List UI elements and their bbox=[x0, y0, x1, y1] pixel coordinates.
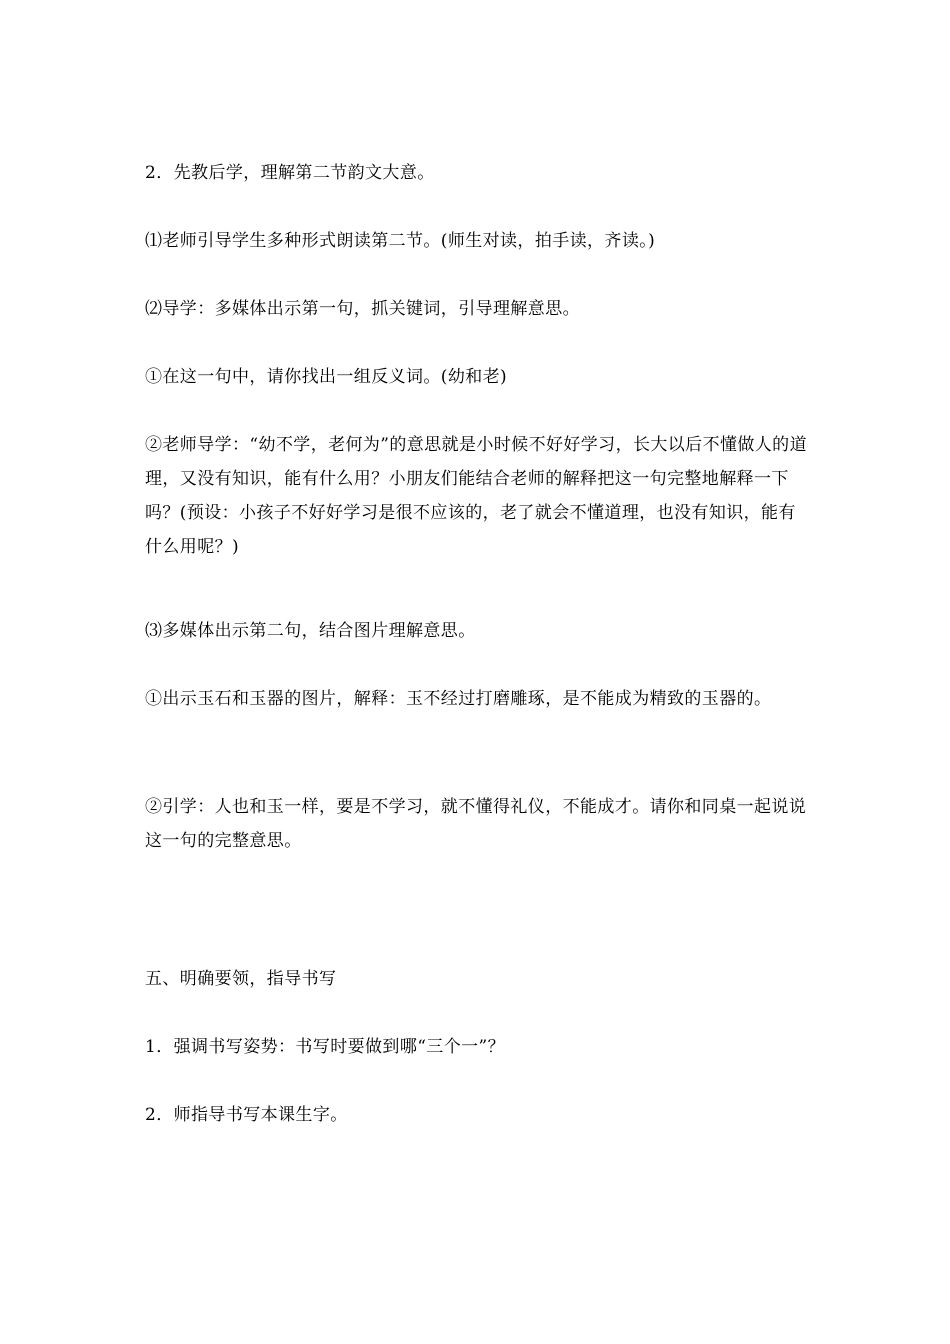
paragraph-writing-guide: 2．师指导书写本课生字。 bbox=[145, 1105, 348, 1125]
section-5-heading: 五、明确要领，指导书写 bbox=[145, 969, 337, 989]
paragraph-step-3-item-1: ①出示玉石和玉器的图片，解释：玉不经过打磨雕琢，是不能成为精致的玉器的。 bbox=[145, 689, 772, 709]
paragraph-step-2-item-2: ②老师导学：“幼不学，老何为”的意思就是小时候不好好学习，长大以后不懂做人的道理，又没有知识，能有什么用？小朋友们能结合老师的解释把这一句完整地解释一下吗？(预设：小孩子不好好学习是很不应该的，老了就会不懂道理，也没有知识，能有什么用呢？) bbox=[145, 435, 807, 557]
paragraph-section-2-heading: 2．先教后学，理解第二节韵文大意。 bbox=[145, 163, 435, 183]
paragraph-step-3: ⑶多媒体出示第二句，结合图片理解意思。 bbox=[145, 621, 476, 641]
paragraph-step-2: ⑵导学：多媒体出示第一句，抓关键词，引导理解意思。 bbox=[145, 299, 580, 319]
paragraph-step-3-item-2: ②引学：人也和玉一样，要是不学习，就不懂得礼仪，不能成才。请你和同桌一起说说这一句的完整意思。 bbox=[145, 797, 807, 851]
paragraph-step-2-item-1: ①在这一句中，请你找出一组反义词。(幼和老) bbox=[145, 367, 508, 387]
paragraph-step-1: ⑴老师引导学生多种形式朗读第二节。(师生对读，拍手读，齐读。) bbox=[145, 231, 656, 251]
paragraph-writing-posture: 1．强调书写姿势：书写时要做到哪“三个一”？ bbox=[145, 1037, 505, 1057]
